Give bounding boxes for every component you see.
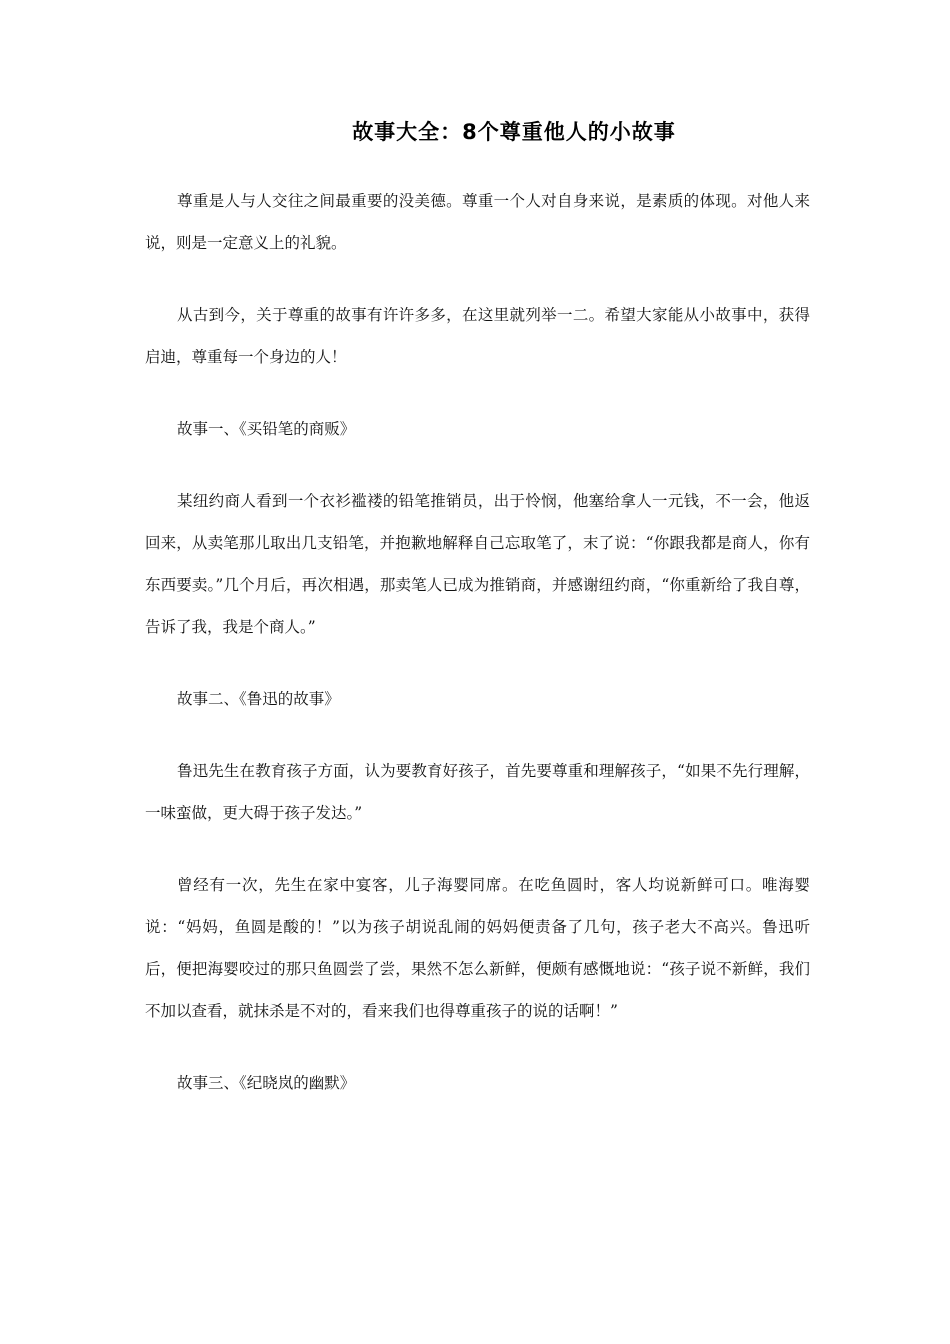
paragraph-intro-stories: 从古到今，关于尊重的故事有许许多多，在这里就列举一二。希望大家能从小故事中，获得启迪，尊重每一个身边的人！ [145, 306, 810, 366]
story-paragraph-2a: 鲁迅先生在教育孩子方面，认为要教育好孩子，首先要尊重和理解孩子，“如果不先行理解，一味蛮做，更大碍于孩子发达。” [145, 762, 810, 822]
story-paragraph-2b: 曾经有一次，先生在家中宴客，儿子海婴同席。在吃鱼圆时，客人均说新鲜可口。唯海婴说：“妈妈，鱼圆是酸的！”以为孩子胡说乱闹的妈妈便责备了几句，孩子老大不高兴。鲁迅听后，便把海婴咬过的那只鱼圆尝了尝，果然不怎么新鲜，便颇有感慨地说：“孩子说不新鲜，我们不加以查看，就抹杀是不对的，看来我们也得尊重孩子的说的话啊！” [145, 876, 810, 1020]
document-body [145, 180, 810, 1104]
story-heading-2: 故事二、《鲁迅的故事》 [177, 690, 340, 708]
document-title: 故事大全：8个尊重他人的小故事 [352, 120, 676, 144]
story-heading-3: 故事三、《纪晓岚的幽默》 [177, 1074, 356, 1092]
paragraph-intro-respect: 尊重是人与人交往之间最重要的没美德。尊重一个人对自身来说，是素质的体现。对他人来说，则是一定意义上的礼貌。 [145, 192, 810, 252]
story-paragraph-1: 某纽约商人看到一个衣衫褴褛的铅笔推销员，出于怜悯，他塞给拿人一元钱，不一会，他返回来，从卖笔那儿取出几支铅笔，并抱歉地解释自己忘取笔了，末了说：“你跟我都是商人，你有东西要卖。”几个月后，再次相遇，那卖笔人已成为推销商，并感谢纽约商，“你重新给了我自尊，告诉了我，我是个商人。” [145, 492, 810, 636]
story-heading-1: 故事一、《买铅笔的商贩》 [177, 420, 356, 438]
